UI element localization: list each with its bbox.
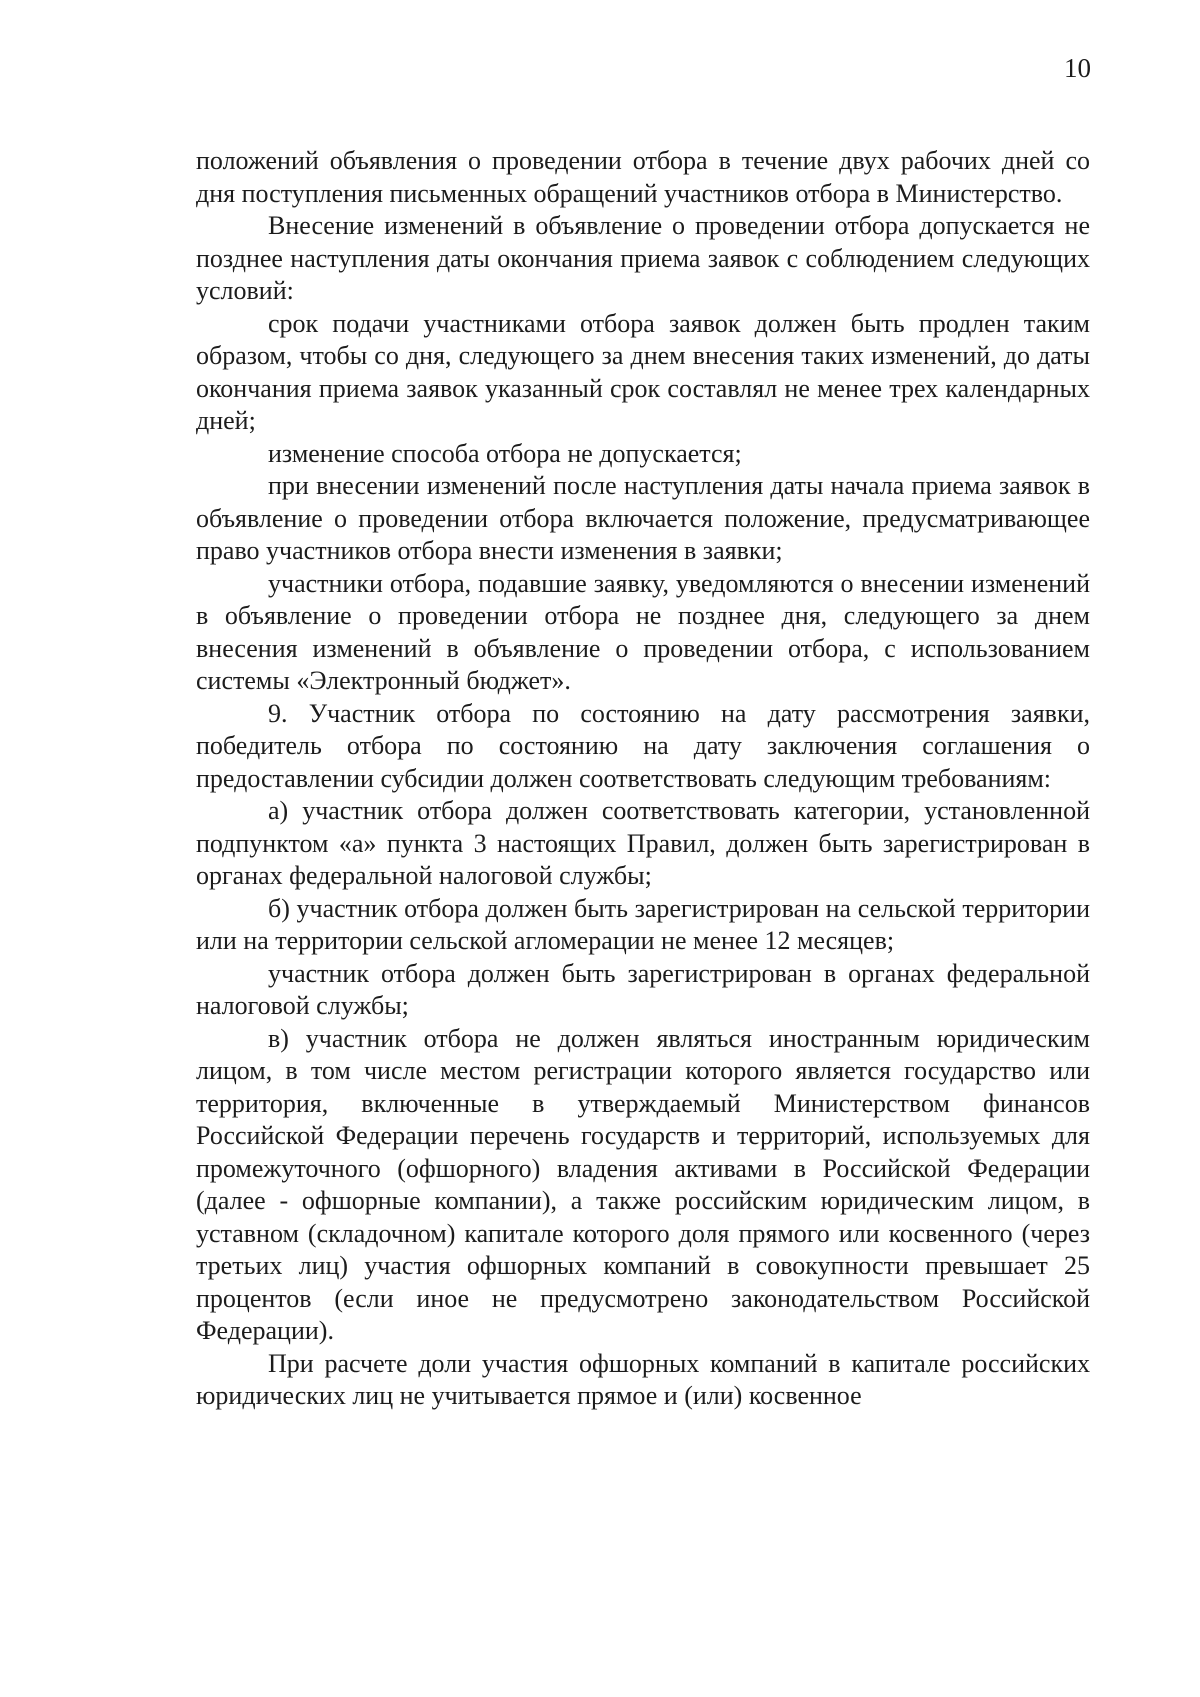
paragraph: участник отбора должен быть зарегистрирован в органах федеральной налоговой службы; <box>196 958 1090 1020</box>
paragraph: в) участник отбора не должен являться иностранным юридическим лицом, в том числе местом регистрации которого является государство или территория, включенные в утверждаемый Министерством финансов Российской Федерации перечень государств и территорий, используемых для промежуточного (офшорного) владения активами в Российской Федерации (далее - офшорные компании), а также российским юридическим лицом, в уставном (складочном) капитале которого доля прямого или косвенного (через третьих лиц) участия офшорных компаний в совокупности превышает 25 процентов (если иное не предусмотрено законодательством Российской Федерации). <box>196 1023 1090 1345</box>
document-body <box>196 145 1090 1413</box>
paragraph: положений объявления о проведении отбора в течение двух рабочих дней со дня поступления письменных обращений участников отбора в Министерство. <box>196 146 1090 208</box>
paragraph: б) участник отбора должен быть зарегистрирован на сельской территории или на территории сельской агломерации не менее 12 месяцев; <box>196 893 1090 955</box>
paragraph: Внесение изменений в объявление о проведении отбора допускается не позднее наступления даты окончания приема заявок с соблюдением следующих условий: <box>196 211 1090 305</box>
paragraph: а) участник отбора должен соответствовать категории, установленной подпунктом «а» пункта 3 настоящих Правил, должен быть зарегистрирован в органах федеральной налоговой службы; <box>196 796 1090 890</box>
paragraph: изменение способа отбора не допускается; <box>268 438 742 468</box>
paragraph: При расчете доли участия офшорных компаний в капитале российских юридических лиц не учитывается прямое и (или) косвенное <box>196 1348 1090 1410</box>
paragraph: при внесении изменений после наступления даты начала приема заявок в объявление о проведении отбора включается положение, предусматривающее право участников отбора внести изменения в заявки; <box>196 471 1090 565</box>
paragraph: 9. Участник отбора по состоянию на дату рассмотрения заявки, победитель отбора по состоянию на дату заключения соглашения о предоставлении субсидии должен соответствовать следующим требованиям: <box>196 698 1090 793</box>
paragraph: срок подачи участниками отбора заявок должен быть продлен таким образом, чтобы со дня, следующего за днем внесения таких изменений, до даты окончания приема заявок указанный срок составлял не менее трех календарных дней; <box>196 308 1090 435</box>
paragraph: участники отбора, подавшие заявку, уведомляются о внесении изменений в объявление о проведении отбора не позднее дня, следующего за днем внесения изменений в объявление о проведении отбора, с использованием системы «Электронный бюджет». <box>196 568 1090 695</box>
page-number: 10 <box>1064 53 1091 83</box>
